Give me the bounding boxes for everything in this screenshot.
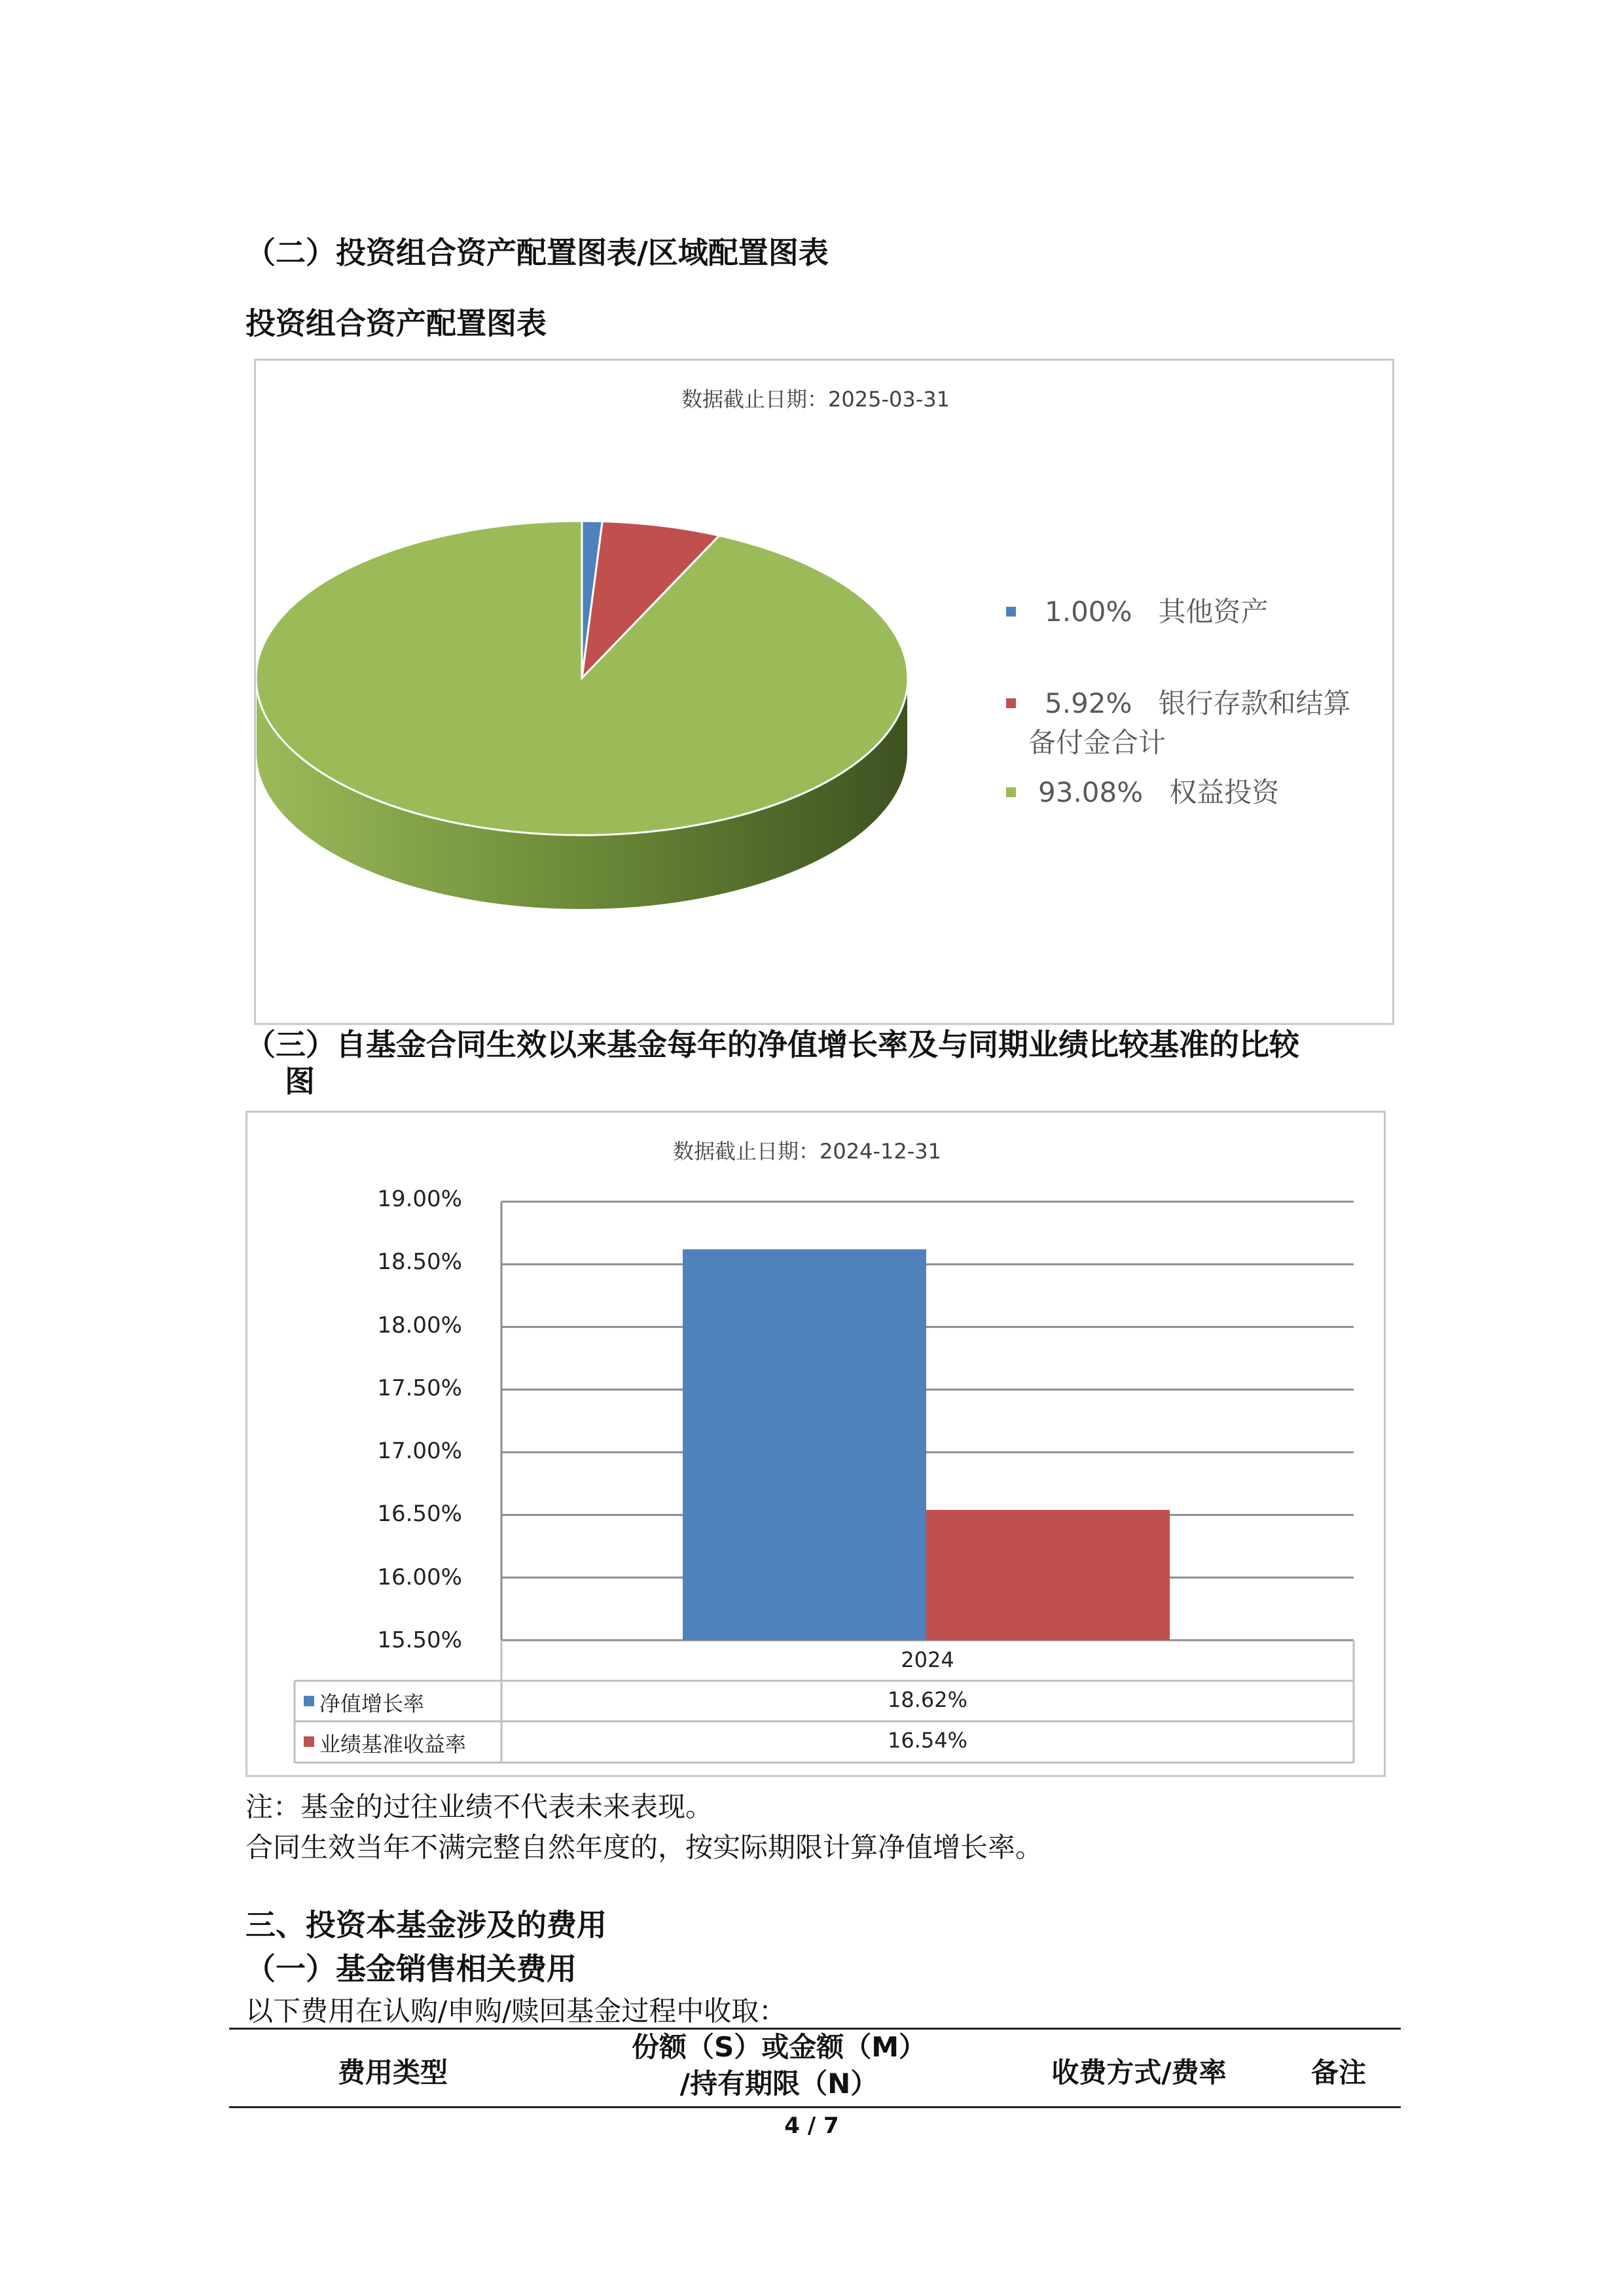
- y-tick-label: 16.00%: [377, 1564, 462, 1590]
- page-number: 4 / 7: [784, 2113, 839, 2139]
- legend-nav-growth: 净值增长率: [319, 1691, 425, 1716]
- fee-table-header-amount-line2: /持有期限（N）: [679, 2068, 878, 2100]
- legend-equity: 93.08% 权益投资: [1038, 776, 1280, 808]
- legend-benchmark-return: 业绩基准收益率: [319, 1732, 467, 1757]
- sales-fees-heading: （一）基金销售相关费用: [245, 1951, 577, 1986]
- growth-heading-line2: 图: [285, 1064, 315, 1099]
- legend-swatch-other-assets: [1006, 607, 1016, 617]
- y-tick-label: 17.50%: [377, 1375, 462, 1401]
- legend-other-assets: 1.00% 其他资产: [1045, 596, 1269, 628]
- note-past-performance: 注：基金的过往业绩不代表未来表现。: [245, 1791, 713, 1823]
- note-first-year: 合同生效当年不满完整自然年度的，按实际期限计算净值增长率。: [245, 1831, 1043, 1863]
- legend-bank-deposits: 5.92% 银行存款和结算备付金合计: [1028, 687, 1351, 759]
- asset-allocation-heading: （二）投资组合资产配置图表/区域配置图表: [245, 235, 829, 270]
- data-label-benchmark-return-2024: 16.54%: [887, 1728, 967, 1753]
- growth-heading-line1: （三）自基金合同生效以来基金每年的净值增长率及与同期业绩比较基准的比较: [245, 1027, 1299, 1062]
- bar-benchmark-return-2024: [926, 1510, 1170, 1640]
- fee-table-header-amount: [556, 2029, 1001, 2102]
- fee-table-header-bottom-border: [229, 2106, 1401, 2108]
- fee-table-header-rate: 收费方式/费率: [1051, 2056, 1227, 2089]
- y-tick-label: 17.00%: [377, 1438, 462, 1464]
- legend-swatch-bank-deposits: [1006, 698, 1016, 708]
- y-tick-label: 19.00%: [377, 1186, 462, 1212]
- y-tick-label: 18.50%: [377, 1249, 462, 1275]
- fee-table-header-remark: 备注: [1310, 2056, 1366, 2089]
- fee-table-header-amount-line1: 份额（S）或金额（M）: [631, 2031, 927, 2063]
- fee-table-header-type: 费用类型: [337, 2056, 448, 2089]
- legend-swatch-benchmark-return: [304, 1736, 314, 1747]
- fees-heading: 三、投资本基金涉及的费用: [245, 1907, 607, 1943]
- pie-slice-equity: [256, 521, 908, 835]
- bar-nav-growth-2024: [683, 1249, 926, 1640]
- y-tick-label: 16.50%: [377, 1501, 462, 1527]
- growth-heading: [245, 1026, 1398, 1100]
- y-tick-label: 18.00%: [377, 1312, 462, 1338]
- bar-chart: [247, 1113, 1384, 1775]
- category-label-2024: 2024: [901, 1647, 954, 1672]
- y-tick-label: 15.50%: [377, 1627, 462, 1653]
- legend-swatch-equity: [1006, 787, 1016, 797]
- bar-chart-caption: 数据截止日期：2024-12-31: [673, 1139, 941, 1164]
- pie-chart-caption: 数据截止日期：2025-03-31: [681, 387, 950, 412]
- legend-swatch-nav-growth: [304, 1696, 314, 1706]
- bar-chart-box: [245, 1111, 1386, 1777]
- data-label-nav-growth-2024: 18.62%: [887, 1687, 967, 1712]
- pie-chart-box: [254, 359, 1394, 1025]
- asset-allocation-subheading: 投资组合资产配置图表: [245, 306, 547, 341]
- fees-intro: 以下费用在认购/申购/赎回基金过程中收取：: [245, 1995, 787, 2027]
